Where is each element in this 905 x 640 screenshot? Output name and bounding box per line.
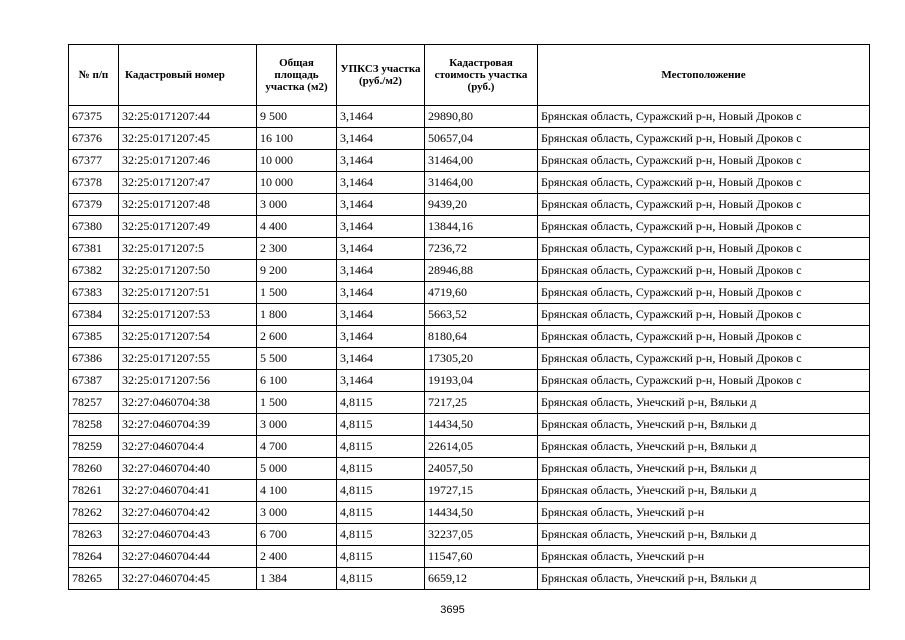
location-cell: Брянская область, Суражский р-н, Новый Дроков с: [538, 370, 870, 392]
cadastral-value-cell: 13844,16: [425, 216, 538, 238]
row-number-cell: 78264: [69, 546, 119, 568]
table-row: [69, 348, 870, 370]
cadastral-value-cell: 5663,52: [425, 304, 538, 326]
location-cell: Брянская область, Унечский р-н, Вяльки д: [538, 414, 870, 436]
cadastral-value-cell: 4719,60: [425, 282, 538, 304]
row-number-cell: 67377: [69, 150, 119, 172]
area-cell: 3 000: [257, 502, 337, 524]
cadastral-value-cell: 31464,00: [425, 172, 538, 194]
page-number: 3695: [440, 604, 465, 616]
location-cell: Брянская область, Суражский р-н, Новый Дроков с: [538, 106, 870, 128]
cadastral-number-cell: 32:27:0460704:43: [119, 524, 257, 546]
location-cell: Брянская область, Суражский р-н, Новый Дроков с: [538, 194, 870, 216]
header-cadastral-number: Кадастровый номер: [119, 45, 257, 106]
location-cell: Брянская область, Унечский р-н, Вяльки д: [538, 458, 870, 480]
cadastral-number-cell: 32:25:0171207:49: [119, 216, 257, 238]
upksz-cell: 4,8115: [337, 480, 425, 502]
table-header-row: [69, 45, 870, 106]
row-number-cell: 78260: [69, 458, 119, 480]
cadastral-number-cell: 32:27:0460704:42: [119, 502, 257, 524]
table-row: [69, 238, 870, 260]
cadastral-number-cell: 32:25:0171207:50: [119, 260, 257, 282]
header-upksz: УПКСЗ участка (руб./м2): [337, 45, 425, 106]
location-cell: Брянская область, Суражский р-н, Новый Дроков с: [538, 282, 870, 304]
area-cell: 2 400: [257, 546, 337, 568]
area-cell: 5 000: [257, 458, 337, 480]
cadastral-number-cell: 32:25:0171207:47: [119, 172, 257, 194]
upksz-cell: 3,1464: [337, 348, 425, 370]
row-number-cell: 67376: [69, 128, 119, 150]
location-cell: Брянская область, Унечский р-н, Вяльки д: [538, 392, 870, 414]
area-cell: 3 000: [257, 194, 337, 216]
cadastral-number-cell: 32:25:0171207:53: [119, 304, 257, 326]
area-cell: 2 300: [257, 238, 337, 260]
cadastral-value-cell: 7217,25: [425, 392, 538, 414]
table-row: [69, 326, 870, 348]
area-cell: 6 700: [257, 524, 337, 546]
cadastral-number-cell: 32:27:0460704:44: [119, 546, 257, 568]
cadastral-value-cell: 9439,20: [425, 194, 538, 216]
table-row: [69, 458, 870, 480]
location-cell: Брянская область, Суражский р-н, Новый Дроков с: [538, 238, 870, 260]
table-row: [69, 106, 870, 128]
area-cell: 3 000: [257, 414, 337, 436]
row-number-cell: 78258: [69, 414, 119, 436]
location-cell: Брянская область, Унечский р-н: [538, 502, 870, 524]
location-cell: Брянская область, Суражский р-н, Новый Дроков с: [538, 172, 870, 194]
area-cell: 1 384: [257, 568, 337, 590]
header-cadastral-value: Кадастровая стоимость участка (руб.): [425, 45, 538, 106]
cadastral-value-cell: 17305,20: [425, 348, 538, 370]
cadastral-value-cell: 50657,04: [425, 128, 538, 150]
row-number-cell: 67379: [69, 194, 119, 216]
cadastral-value-cell: 29890,80: [425, 106, 538, 128]
header-location: Местоположение: [538, 45, 870, 106]
table-row: [69, 502, 870, 524]
table-row: [69, 260, 870, 282]
upksz-cell: 4,8115: [337, 568, 425, 590]
location-cell: Брянская область, Унечский р-н, Вяльки д: [538, 524, 870, 546]
area-cell: 4 700: [257, 436, 337, 458]
upksz-cell: 3,1464: [337, 326, 425, 348]
row-number-cell: 67375: [69, 106, 119, 128]
upksz-cell: 3,1464: [337, 216, 425, 238]
area-cell: 10 000: [257, 150, 337, 172]
location-cell: Брянская область, Суражский р-н, Новый Дроков с: [538, 150, 870, 172]
header-total-area: Общая площадь участка (м2): [257, 45, 337, 106]
row-number-cell: 67385: [69, 326, 119, 348]
location-cell: Брянская область, Суражский р-н, Новый Дроков с: [538, 260, 870, 282]
location-cell: Брянская область, Суражский р-н, Новый Дроков с: [538, 348, 870, 370]
area-cell: 16 100: [257, 128, 337, 150]
location-cell: Брянская область, Унечский р-н, Вяльки д: [538, 480, 870, 502]
table-row: [69, 216, 870, 238]
row-number-cell: 78262: [69, 502, 119, 524]
table-row: [69, 480, 870, 502]
cadastral-number-cell: 32:27:0460704:40: [119, 458, 257, 480]
row-number-cell: 67384: [69, 304, 119, 326]
table-row: [69, 546, 870, 568]
row-number-cell: 67381: [69, 238, 119, 260]
upksz-cell: 4,8115: [337, 436, 425, 458]
cadastral-number-cell: 32:25:0171207:56: [119, 370, 257, 392]
row-number-cell: 78261: [69, 480, 119, 502]
cadastral-number-cell: 32:25:0171207:48: [119, 194, 257, 216]
area-cell: 4 100: [257, 480, 337, 502]
table-row: [69, 436, 870, 458]
area-cell: 2 600: [257, 326, 337, 348]
area-cell: 1 800: [257, 304, 337, 326]
row-number-cell: 78257: [69, 392, 119, 414]
cadastral-number-cell: 32:25:0171207:44: [119, 106, 257, 128]
area-cell: 4 400: [257, 216, 337, 238]
area-cell: 1 500: [257, 282, 337, 304]
cadastral-number-cell: 32:27:0460704:45: [119, 568, 257, 590]
upksz-cell: 3,1464: [337, 304, 425, 326]
upksz-cell: 3,1464: [337, 172, 425, 194]
location-cell: Брянская область, Унечский р-н, Вяльки д: [538, 568, 870, 590]
area-cell: 5 500: [257, 348, 337, 370]
row-number-cell: 78265: [69, 568, 119, 590]
cadastral-number-cell: 32:25:0171207:46: [119, 150, 257, 172]
table-row: [69, 172, 870, 194]
table-row: [69, 370, 870, 392]
table-row: [69, 524, 870, 546]
table-row: [69, 392, 870, 414]
area-cell: 6 100: [257, 370, 337, 392]
cadastral-number-cell: 32:25:0171207:5: [119, 238, 257, 260]
upksz-cell: 3,1464: [337, 370, 425, 392]
upksz-cell: 4,8115: [337, 458, 425, 480]
upksz-cell: 3,1464: [337, 194, 425, 216]
cadastral-number-cell: 32:25:0171207:45: [119, 128, 257, 150]
table-row: [69, 282, 870, 304]
area-cell: 10 000: [257, 172, 337, 194]
location-cell: Брянская область, Суражский р-н, Новый Дроков с: [538, 216, 870, 238]
upksz-cell: 4,8115: [337, 524, 425, 546]
row-number-cell: 67380: [69, 216, 119, 238]
cadastral-number-cell: 32:27:0460704:38: [119, 392, 257, 414]
cadastral-value-cell: 28946,88: [425, 260, 538, 282]
location-cell: Брянская область, Суражский р-н, Новый Дроков с: [538, 304, 870, 326]
row-number-cell: 67383: [69, 282, 119, 304]
cadastral-value-cell: 11547,60: [425, 546, 538, 568]
upksz-cell: 4,8115: [337, 392, 425, 414]
cadastral-value-cell: 8180,64: [425, 326, 538, 348]
table-body: [69, 106, 870, 590]
upksz-cell: 3,1464: [337, 128, 425, 150]
table-row: [69, 128, 870, 150]
area-cell: 9 200: [257, 260, 337, 282]
cadastral-value-cell: 19727,15: [425, 480, 538, 502]
area-cell: 9 500: [257, 106, 337, 128]
cadastral-number-cell: 32:25:0171207:55: [119, 348, 257, 370]
cadastral-value-cell: 14434,50: [425, 502, 538, 524]
cadastral-value-cell: 32237,05: [425, 524, 538, 546]
table-row: [69, 304, 870, 326]
location-cell: Брянская область, Унечский р-н, Вяльки д: [538, 436, 870, 458]
cadastral-value-cell: 31464,00: [425, 150, 538, 172]
row-number-cell: 78263: [69, 524, 119, 546]
upksz-cell: 3,1464: [337, 282, 425, 304]
location-cell: Брянская область, Суражский р-н, Новый Дроков с: [538, 128, 870, 150]
upksz-cell: 3,1464: [337, 106, 425, 128]
table-row: [69, 194, 870, 216]
cadastral-value-cell: 24057,50: [425, 458, 538, 480]
table-row: [69, 568, 870, 590]
upksz-cell: 3,1464: [337, 238, 425, 260]
upksz-cell: 4,8115: [337, 414, 425, 436]
row-number-cell: 67387: [69, 370, 119, 392]
cadastral-number-cell: 32:27:0460704:4: [119, 436, 257, 458]
upksz-cell: 3,1464: [337, 150, 425, 172]
location-cell: Брянская область, Суражский р-н, Новый Дроков с: [538, 326, 870, 348]
row-number-cell: 78259: [69, 436, 119, 458]
cadastral-number-cell: 32:27:0460704:41: [119, 480, 257, 502]
header-row-number: № п/п: [69, 45, 119, 106]
area-cell: 1 500: [257, 392, 337, 414]
cadastral-value-cell: 6659,12: [425, 568, 538, 590]
cadastral-value-cell: 14434,50: [425, 414, 538, 436]
upksz-cell: 4,8115: [337, 546, 425, 568]
row-number-cell: 67382: [69, 260, 119, 282]
cadastral-value-cell: 7236,72: [425, 238, 538, 260]
table-row: [69, 150, 870, 172]
row-number-cell: 67386: [69, 348, 119, 370]
table-row: [69, 414, 870, 436]
location-cell: Брянская область, Унечский р-н: [538, 546, 870, 568]
upksz-cell: 3,1464: [337, 260, 425, 282]
cadastral-number-cell: 32:27:0460704:39: [119, 414, 257, 436]
upksz-cell: 4,8115: [337, 502, 425, 524]
cadastral-table: [68, 44, 870, 590]
cadastral-number-cell: 32:25:0171207:54: [119, 326, 257, 348]
cadastral-value-cell: 22614,05: [425, 436, 538, 458]
cadastral-number-cell: 32:25:0171207:51: [119, 282, 257, 304]
row-number-cell: 67378: [69, 172, 119, 194]
cadastral-value-cell: 19193,04: [425, 370, 538, 392]
